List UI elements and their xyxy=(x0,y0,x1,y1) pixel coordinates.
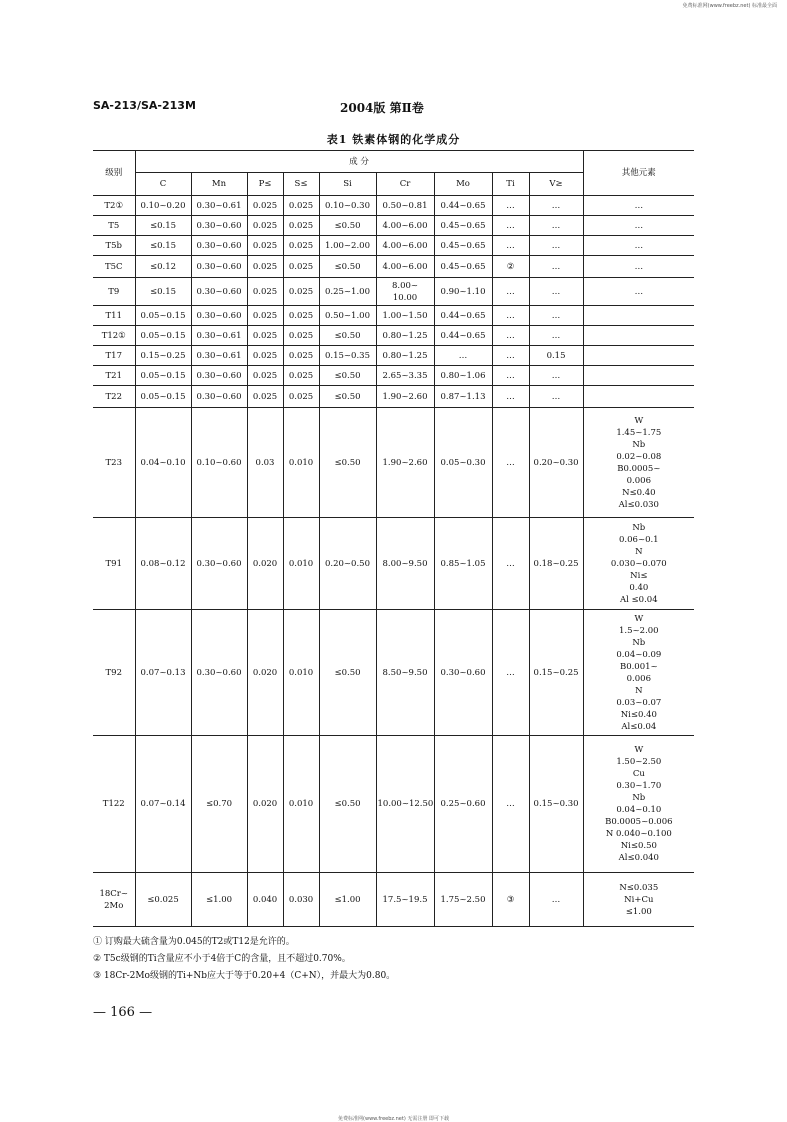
cr-cell: 4.00~6.00 xyxy=(376,256,434,278)
p-cell: 0.020 xyxy=(247,610,283,736)
v-cell: … xyxy=(529,216,583,236)
ti-cell: ② xyxy=(492,256,529,278)
table-row xyxy=(93,518,694,610)
ti-cell: … xyxy=(492,366,529,386)
cr-cell: 1.90~2.60 xyxy=(376,408,434,518)
mo-cell: 0.44~0.65 xyxy=(434,196,492,216)
cr-cell: 8.00~ 10.00 xyxy=(376,278,434,306)
v-cell: … xyxy=(529,306,583,326)
si-cell: 0.10~0.30 xyxy=(319,196,376,216)
c-cell: 0.07~0.13 xyxy=(135,610,191,736)
mn-cell: 0.10~0.60 xyxy=(191,408,247,518)
other-elements-cell xyxy=(583,366,694,386)
c-cell: 0.15~0.25 xyxy=(135,346,191,366)
p-cell: 0.025 xyxy=(247,278,283,306)
grade-cell: T2① xyxy=(93,196,135,216)
bottom-watermark-note: 免费标准网(www.freebz.net) 无需注册 即可下载 xyxy=(338,1116,449,1122)
mo-cell: 1.75~2.50 xyxy=(434,873,492,927)
column-header: Mn xyxy=(191,173,247,196)
table-body xyxy=(93,196,694,927)
other-elements-cell: … xyxy=(583,216,694,236)
page-number: — 166 — xyxy=(93,1005,153,1020)
mo-cell: 0.25~0.60 xyxy=(434,736,492,873)
si-cell: 1.00~2.00 xyxy=(319,236,376,256)
s-cell: 0.025 xyxy=(283,196,319,216)
ti-cell: … xyxy=(492,216,529,236)
ti-cell: … xyxy=(492,278,529,306)
s-cell: 0.010 xyxy=(283,736,319,873)
p-cell: 0.025 xyxy=(247,386,283,408)
v-cell: 0.20~0.30 xyxy=(529,408,583,518)
composition-header: 成 分 xyxy=(135,151,583,173)
mn-cell: 0.30~0.60 xyxy=(191,366,247,386)
other-elements-cell: … xyxy=(583,196,694,216)
si-cell: ≤0.50 xyxy=(319,386,376,408)
footnote: ① 订购最大硫含量为0.045的T2或T12是允许的。 xyxy=(93,937,295,947)
c-cell: 0.05~0.15 xyxy=(135,306,191,326)
cr-cell: 0.80~1.25 xyxy=(376,346,434,366)
si-cell: ≤0.50 xyxy=(319,256,376,278)
ti-cell: … xyxy=(492,236,529,256)
footnote: ② T5c级钢的Ti含量应不小于4倍于C的含量，且不超过0.70%。 xyxy=(93,954,351,964)
grade-cell: T23 xyxy=(93,408,135,518)
mo-cell: 0.45~0.65 xyxy=(434,236,492,256)
si-cell: ≤0.50 xyxy=(319,216,376,236)
cr-cell: 17.5~19.5 xyxy=(376,873,434,927)
v-cell: 0.15~0.25 xyxy=(529,610,583,736)
table-row xyxy=(93,408,694,518)
v-cell: … xyxy=(529,326,583,346)
s-cell: 0.025 xyxy=(283,366,319,386)
mo-cell: 0.30~0.60 xyxy=(434,610,492,736)
header-row-1 xyxy=(93,151,694,173)
si-cell: ≤0.50 xyxy=(319,610,376,736)
table-row xyxy=(93,736,694,873)
cr-cell: 0.80~1.25 xyxy=(376,326,434,346)
table-row xyxy=(93,236,694,256)
ti-cell: … xyxy=(492,346,529,366)
si-cell: 0.20~0.50 xyxy=(319,518,376,610)
other-elements-cell: W 1.50~2.50 Cu 0.30~1.70 Nb 0.04~0.10 B0.0005~0.006 N 0.040~0.100 Ni≤0.50 Al≤0.040 xyxy=(583,736,694,873)
other-elements-cell xyxy=(583,346,694,366)
cr-cell: 0.50~0.81 xyxy=(376,196,434,216)
table-row xyxy=(93,326,694,346)
other-elements-cell: W 1.45~1.75 Nb 0.02~0.08 B0.0005~ 0.006 N≤0.40 Al≤0.030 xyxy=(583,408,694,518)
grade-cell: T92 xyxy=(93,610,135,736)
ti-cell: … xyxy=(492,518,529,610)
cr-cell: 1.00~1.50 xyxy=(376,306,434,326)
table-row xyxy=(93,873,694,927)
mn-cell: ≤1.00 xyxy=(191,873,247,927)
mo-cell: 0.05~0.30 xyxy=(434,408,492,518)
column-header: Mo xyxy=(434,173,492,196)
s-cell: 0.025 xyxy=(283,326,319,346)
p-cell: 0.025 xyxy=(247,366,283,386)
v-cell: … xyxy=(529,196,583,216)
mn-cell: 0.30~0.60 xyxy=(191,216,247,236)
mn-cell: 0.30~0.60 xyxy=(191,236,247,256)
s-cell: 0.030 xyxy=(283,873,319,927)
other-elements-cell: W 1.5~2.00 Nb 0.04~0.09 B0.001~ 0.006 N 0.03~0.07 Ni≤0.40 Al≤0.04 xyxy=(583,610,694,736)
column-header: Ti xyxy=(492,173,529,196)
mn-cell: 0.30~0.60 xyxy=(191,518,247,610)
cr-cell: 10.00~12.50 xyxy=(376,736,434,873)
grade-cell: T12① xyxy=(93,326,135,346)
table-row xyxy=(93,216,694,236)
mo-cell: … xyxy=(434,346,492,366)
ti-cell: … xyxy=(492,386,529,408)
column-header: C xyxy=(135,173,191,196)
c-cell: ≤0.15 xyxy=(135,278,191,306)
si-cell: 0.15~0.35 xyxy=(319,346,376,366)
c-cell: 0.10~0.20 xyxy=(135,196,191,216)
mn-cell: ≤0.70 xyxy=(191,736,247,873)
p-cell: 0.025 xyxy=(247,346,283,366)
grade-cell: T91 xyxy=(93,518,135,610)
si-cell: ≤0.50 xyxy=(319,366,376,386)
v-cell: … xyxy=(529,278,583,306)
cr-cell: 4.00~6.00 xyxy=(376,236,434,256)
mn-cell: 0.30~0.61 xyxy=(191,346,247,366)
v-cell: … xyxy=(529,236,583,256)
cr-cell: 2.65~3.35 xyxy=(376,366,434,386)
footnotes xyxy=(93,934,395,985)
other-elements-cell: … xyxy=(583,236,694,256)
cr-cell: 1.90~2.60 xyxy=(376,386,434,408)
p-cell: 0.03 xyxy=(247,408,283,518)
ti-cell: … xyxy=(492,408,529,518)
other-elements-cell: … xyxy=(583,278,694,306)
p-cell: 0.020 xyxy=(247,736,283,873)
mn-cell: 0.30~0.60 xyxy=(191,306,247,326)
table-row xyxy=(93,346,694,366)
other-elements-cell xyxy=(583,326,694,346)
chemical-composition-table xyxy=(93,150,694,927)
grade-cell: T122 xyxy=(93,736,135,873)
s-cell: 0.025 xyxy=(283,256,319,278)
ti-cell: … xyxy=(492,610,529,736)
p-cell: 0.025 xyxy=(247,196,283,216)
mn-cell: 0.30~0.61 xyxy=(191,196,247,216)
p-cell: 0.040 xyxy=(247,873,283,927)
mn-cell: 0.30~0.61 xyxy=(191,326,247,346)
table-row xyxy=(93,610,694,736)
grade-cell: T9 xyxy=(93,278,135,306)
c-cell: ≤0.12 xyxy=(135,256,191,278)
p-cell: 0.020 xyxy=(247,518,283,610)
ti-cell: ③ xyxy=(492,873,529,927)
s-cell: 0.025 xyxy=(283,216,319,236)
mn-cell: 0.30~0.60 xyxy=(191,386,247,408)
si-cell: ≤1.00 xyxy=(319,873,376,927)
si-cell: ≤0.50 xyxy=(319,408,376,518)
table-row xyxy=(93,366,694,386)
v-cell: … xyxy=(529,256,583,278)
grade-cell: T21 xyxy=(93,366,135,386)
column-header: S≤ xyxy=(283,173,319,196)
c-cell: 0.05~0.15 xyxy=(135,366,191,386)
grade-cell: T22 xyxy=(93,386,135,408)
top-watermark-note: 免费标准网(www.freebz.net) 标准最全面 xyxy=(682,3,777,9)
cr-cell: 8.00~9.50 xyxy=(376,518,434,610)
c-cell: ≤0.15 xyxy=(135,236,191,256)
s-cell: 0.025 xyxy=(283,386,319,408)
mo-cell: 0.44~0.65 xyxy=(434,306,492,326)
p-cell: 0.025 xyxy=(247,236,283,256)
c-cell: 0.08~0.12 xyxy=(135,518,191,610)
table-row xyxy=(93,256,694,278)
c-cell: 0.05~0.15 xyxy=(135,326,191,346)
table-row xyxy=(93,386,694,408)
v-cell: 0.15 xyxy=(529,346,583,366)
mo-cell: 0.44~0.65 xyxy=(434,326,492,346)
other-elements-header: 其他元素 xyxy=(583,151,694,196)
mo-cell: 0.45~0.65 xyxy=(434,256,492,278)
other-elements-cell: … xyxy=(583,256,694,278)
s-cell: 0.010 xyxy=(283,408,319,518)
standard-code: SA-213/SA-213M xyxy=(93,99,196,112)
table-title: 表1 铁素体钢的化学成分 xyxy=(326,133,461,146)
mo-cell: 0.45~0.65 xyxy=(434,216,492,236)
ti-cell: … xyxy=(492,196,529,216)
v-cell: 0.18~0.25 xyxy=(529,518,583,610)
mo-cell: 0.80~1.06 xyxy=(434,366,492,386)
c-cell: ≤0.025 xyxy=(135,873,191,927)
si-cell: 0.50~1.00 xyxy=(319,306,376,326)
s-cell: 0.025 xyxy=(283,236,319,256)
ti-cell: … xyxy=(492,326,529,346)
grade-cell: 18Cr~ 2Mo xyxy=(93,873,135,927)
other-elements-cell xyxy=(583,306,694,326)
cr-cell: 4.00~6.00 xyxy=(376,216,434,236)
si-cell: ≤0.50 xyxy=(319,736,376,873)
si-cell: 0.25~1.00 xyxy=(319,278,376,306)
p-cell: 0.025 xyxy=(247,306,283,326)
v-cell: 0.15~0.30 xyxy=(529,736,583,873)
grade-cell: T17 xyxy=(93,346,135,366)
c-cell: 0.07~0.14 xyxy=(135,736,191,873)
grade-header: 级别 xyxy=(93,151,135,196)
p-cell: 0.025 xyxy=(247,216,283,236)
c-cell: ≤0.15 xyxy=(135,216,191,236)
s-cell: 0.025 xyxy=(283,278,319,306)
footnote: ③ 18Cr-2Mo级钢的Ti+Nb应大于等于0.20+4（C+N），并最大为0.80。 xyxy=(93,971,396,981)
p-cell: 0.025 xyxy=(247,256,283,278)
s-cell: 0.025 xyxy=(283,346,319,366)
other-elements-cell: N≤0.035 Ni+Cu ≤1.00 xyxy=(583,873,694,927)
table-row xyxy=(93,196,694,216)
grade-cell: T5 xyxy=(93,216,135,236)
table-row xyxy=(93,306,694,326)
mo-cell: 0.87~1.13 xyxy=(434,386,492,408)
c-cell: 0.05~0.15 xyxy=(135,386,191,408)
column-header: P≤ xyxy=(247,173,283,196)
grade-cell: T5b xyxy=(93,236,135,256)
c-cell: 0.04~0.10 xyxy=(135,408,191,518)
cr-cell: 8.50~9.50 xyxy=(376,610,434,736)
mn-cell: 0.30~0.60 xyxy=(191,278,247,306)
column-header: Si xyxy=(319,173,376,196)
v-cell: … xyxy=(529,386,583,408)
grade-cell: T5C xyxy=(93,256,135,278)
grade-cell: T11 xyxy=(93,306,135,326)
ti-cell: … xyxy=(492,736,529,873)
si-cell: ≤0.50 xyxy=(319,326,376,346)
ti-cell: … xyxy=(492,306,529,326)
s-cell: 0.010 xyxy=(283,610,319,736)
other-elements-cell: Nb 0.06~0.1 N 0.030~0.070 Ni≤ 0.40 Al ≤0.04 xyxy=(583,518,694,610)
other-elements-cell xyxy=(583,386,694,408)
table-row xyxy=(93,278,694,306)
mo-cell: 0.85~1.05 xyxy=(434,518,492,610)
s-cell: 0.025 xyxy=(283,306,319,326)
mo-cell: 0.90~1.10 xyxy=(434,278,492,306)
p-cell: 0.025 xyxy=(247,326,283,346)
s-cell: 0.010 xyxy=(283,518,319,610)
edition-volume: 2004版 第Ⅱ卷 xyxy=(340,101,424,115)
mn-cell: 0.30~0.60 xyxy=(191,256,247,278)
v-cell: … xyxy=(529,366,583,386)
column-header: V≥ xyxy=(529,173,583,196)
mn-cell: 0.30~0.60 xyxy=(191,610,247,736)
column-header: Cr xyxy=(376,173,434,196)
v-cell: … xyxy=(529,873,583,927)
